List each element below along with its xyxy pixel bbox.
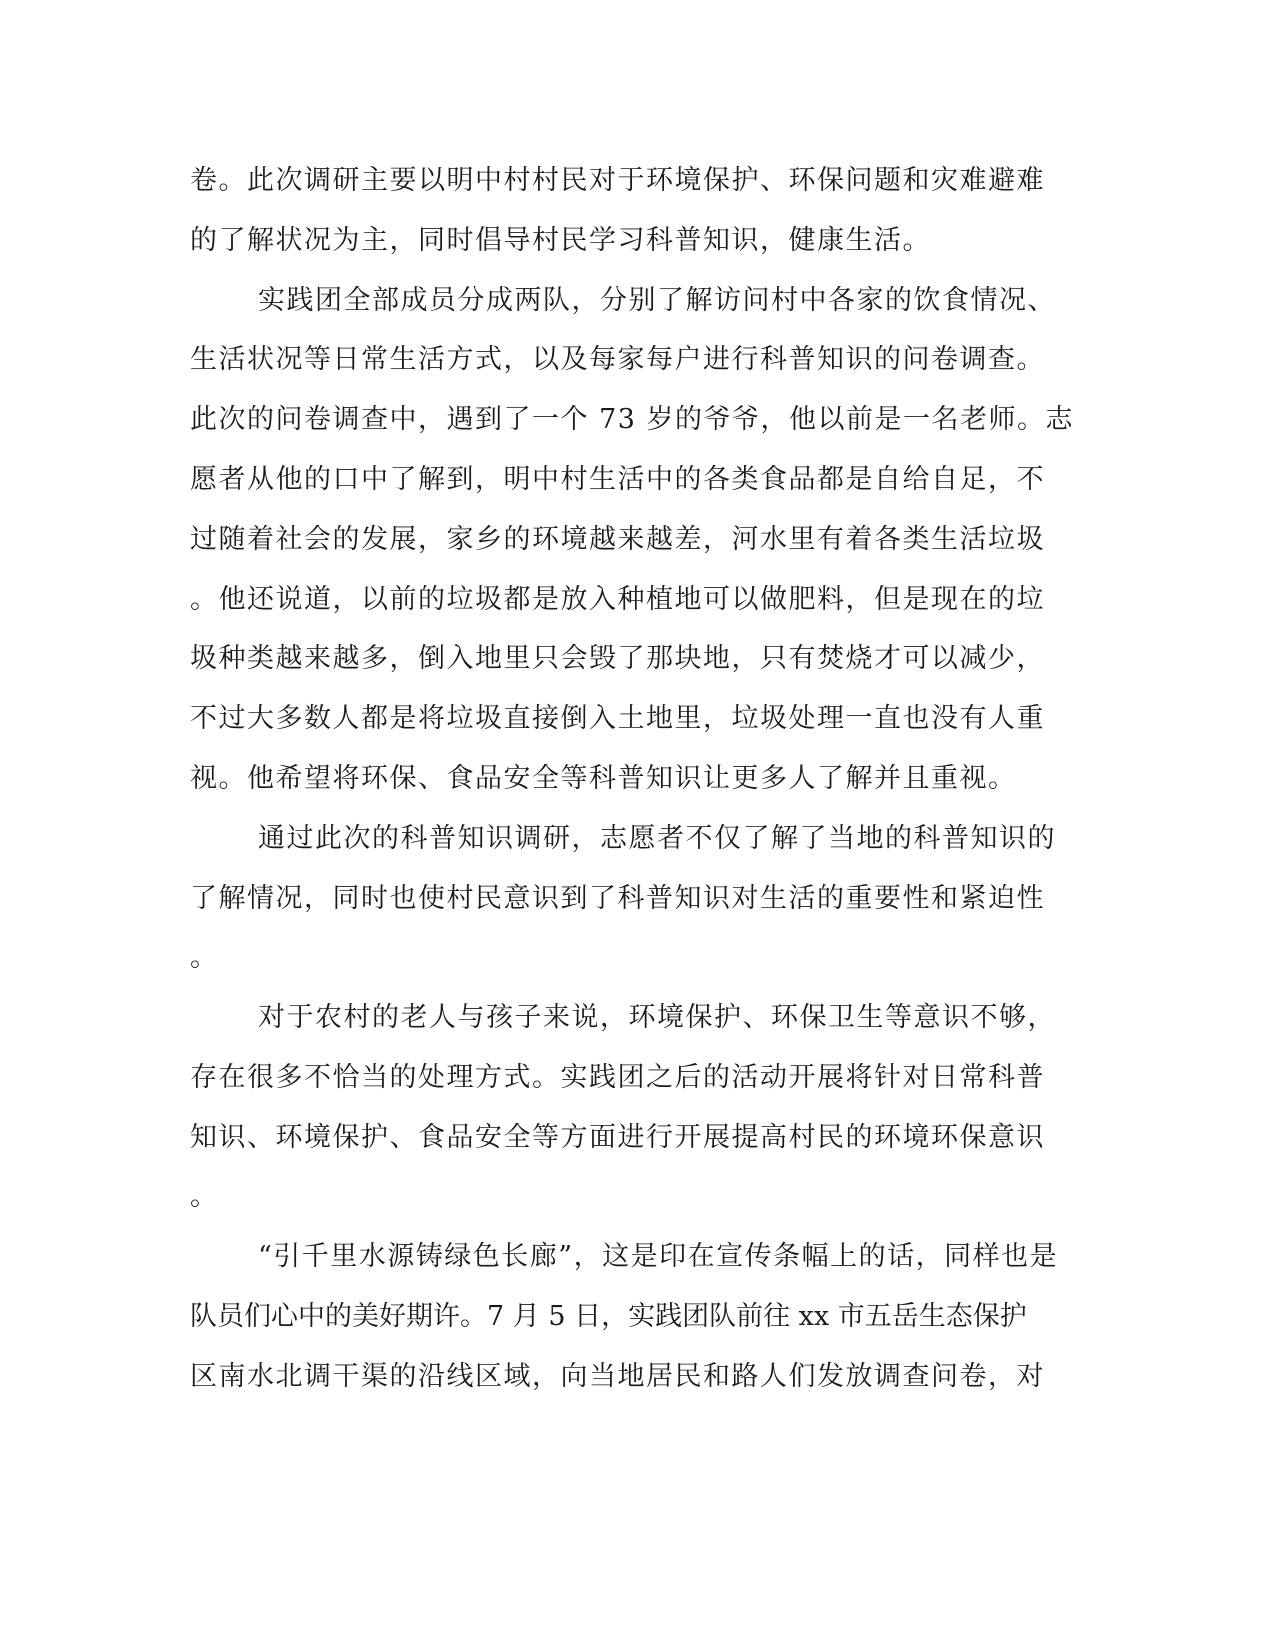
- text-line: 实践团全部成员分成两队，分别了解访问村中各家的饮食情况、: [258, 285, 1056, 316]
- text-line: 生活状况等日常生活方式，以及每家每户进行科普知识的问卷调查。: [190, 344, 1045, 375]
- text-line: 不过大多数人都是将垃圾直接倒入土地里，垃圾处理一直也没有人重: [190, 703, 1045, 734]
- text-line: 存在很多不恰当的处理方式。实践团之后的活动开展将针对日常科普: [190, 1062, 1045, 1093]
- text-line: 视。他希望将环保、食品安全等科普知识让更多人了解并且重视。: [190, 763, 1017, 794]
- text-line: 卷。此次调研主要以明中村村民对于环境保护、环保问题和灾难避难: [190, 165, 1045, 196]
- text-line: 愿者从他的口中了解到，明中村生活中的各类食品都是自给自足，不: [190, 464, 1045, 495]
- text-line: 队员们心中的美好期许。7 月 5 日，实践团队前往 xx 市五岳生态保护: [190, 1301, 1027, 1332]
- text-line: 区南水北调干渠的沿线区域，向当地居民和路人们发放调查问卷，对: [190, 1361, 1045, 1392]
- text-line: 通过此次的科普知识调研，志愿者不仅了解了当地的科普知识的: [258, 823, 1056, 854]
- text-line: 此次的问卷调查中，遇到了一个 73 岁的爷爷，他以前是一名老师。志: [190, 404, 1075, 435]
- text-line: 对于农村的老人与孩子来说，环境保护、环保卫生等意识不够，: [258, 1002, 1056, 1033]
- text-line: 过随着社会的发展，家乡的环境越来越差，河水里有着各类生活垃圾: [190, 524, 1045, 555]
- text-line: 。: [190, 942, 219, 973]
- text-line: “引千里水源铸绿色长廊”，这是印在宣传条幅上的话，同样也是: [258, 1241, 1059, 1272]
- text-line: 。: [190, 1181, 219, 1212]
- text-line: 知识、环境保护、食品安全等方面进行开展提高村民的环境环保意识: [190, 1122, 1045, 1153]
- text-line: 了解情况，同时也使村民意识到了科普知识对生活的重要性和紧迫性: [190, 883, 1045, 914]
- text-line: 。他还说道，以前的垃圾都是放入种植地可以做肥料，但是现在的垃: [190, 584, 1045, 615]
- text-line: 圾种类越来越多，倒入地里只会毁了那块地，只有焚烧才可以减少，: [190, 643, 1045, 674]
- text-line: 的了解状况为主，同时倡导村民学习科普知识，健康生活。: [190, 225, 931, 256]
